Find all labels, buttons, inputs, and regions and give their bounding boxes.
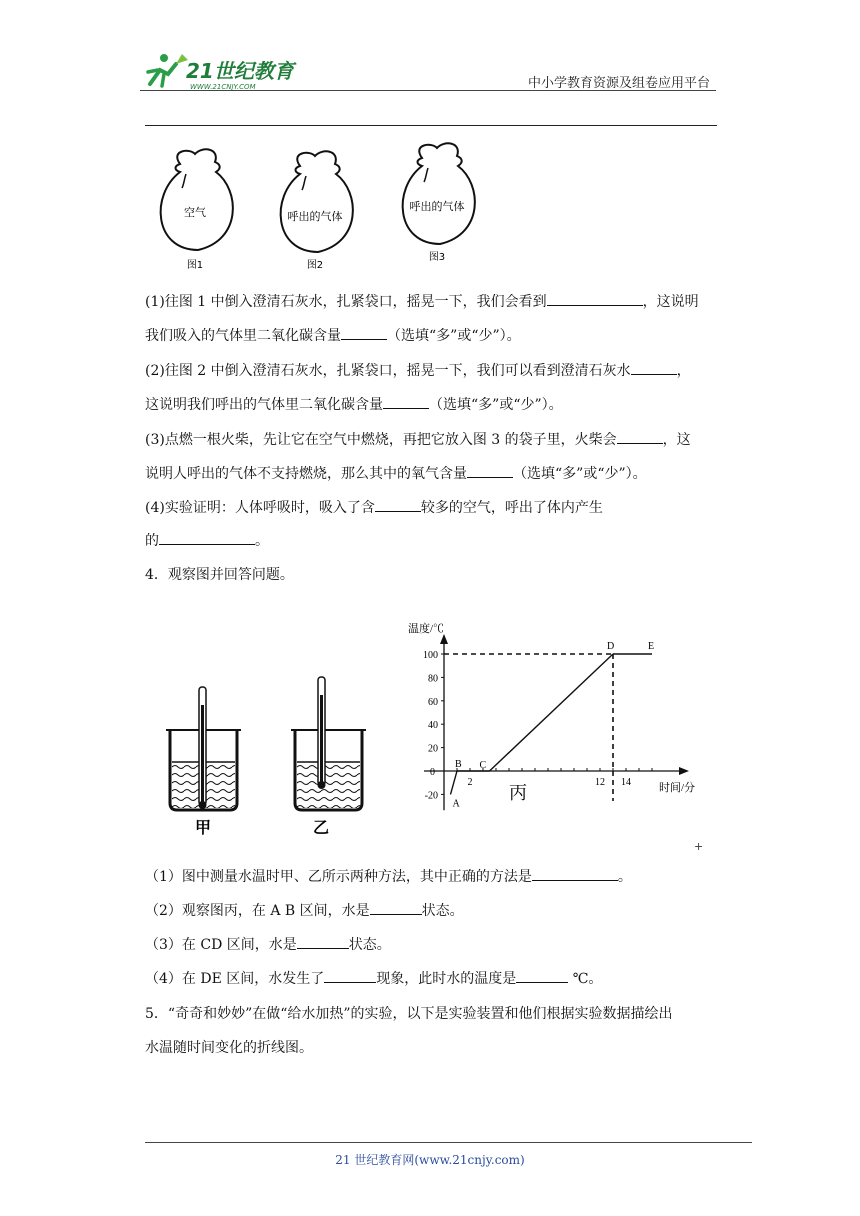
answer-blank[interactable] bbox=[547, 291, 643, 306]
header-divider bbox=[140, 90, 716, 91]
answer-blank[interactable] bbox=[532, 866, 618, 881]
y-tick-label: -20 bbox=[424, 790, 438, 802]
q4-sub1: （1）图中测量水温时甲、乙所示两种方法，其中正确的方法是 。 bbox=[145, 866, 632, 887]
answer-blank[interactable] bbox=[370, 900, 422, 915]
answer-blank[interactable] bbox=[375, 497, 421, 512]
y-axis-label: 温度/℃ bbox=[408, 622, 445, 635]
y-tick-label: 80 bbox=[428, 673, 438, 685]
q3-part1-line2: 我们吸入的气体里二氧化碳含量 （选填“多”或“少”）。 bbox=[145, 325, 521, 346]
thermometer-beakers bbox=[160, 675, 370, 840]
answer-blank[interactable] bbox=[467, 463, 513, 478]
q3-part4-line2: 的 。 bbox=[145, 530, 269, 551]
bag-figures bbox=[150, 140, 510, 275]
beaker-jia-label: 甲 bbox=[194, 818, 212, 837]
answer-blank[interactable] bbox=[341, 325, 387, 340]
y-axis-arrow bbox=[440, 634, 448, 644]
answer-blank[interactable] bbox=[617, 429, 663, 444]
q3-part2-line1: (2)往图 2 中倒入澄清石灰水，扎紧袋口，摇晃一下，我们可以看到澄清石灰水 ， bbox=[145, 360, 691, 381]
beaker-yi bbox=[291, 677, 366, 837]
y-tick-label: 100 bbox=[423, 650, 438, 661]
bag-3 bbox=[403, 143, 475, 263]
bag-3-label: 呼出的气体 bbox=[409, 200, 465, 213]
q3-part4-line1: (4)实验证明：人体呼吸时，吸入了含 较多的空气，呼出了体内产生 bbox=[145, 497, 603, 518]
answer-blank[interactable] bbox=[159, 530, 255, 545]
q5-line2: 水温随时间变化的折线图。 bbox=[145, 1040, 313, 1056]
site-logo bbox=[140, 48, 310, 92]
chart-caption: 丙 bbox=[509, 783, 527, 804]
point-label-A: A bbox=[452, 798, 460, 810]
bag-2 bbox=[281, 151, 353, 271]
bag-3-caption: 图3 bbox=[428, 252, 446, 263]
q3-part3-line2: 说明人呼出的气体不支持燃烧，那么其中的氧气含量 （选填“多”或“少”）。 bbox=[145, 463, 647, 484]
q4-title: 4．观察图并回答问题。 bbox=[145, 567, 294, 583]
point-label-E: E bbox=[648, 641, 655, 652]
y-tick-label: 60 bbox=[428, 696, 438, 708]
answer-blank[interactable] bbox=[297, 934, 349, 949]
plus-mark: + bbox=[694, 840, 704, 853]
q4-sub2: （2）观察图丙，在 A B 区间，水是 状态。 bbox=[145, 900, 464, 921]
point-label-B: B bbox=[455, 759, 462, 770]
series-segment bbox=[451, 771, 458, 794]
bag-1-label: 空气 bbox=[184, 206, 206, 219]
section-divider bbox=[145, 125, 717, 126]
bag-2-caption: 图2 bbox=[306, 260, 324, 271]
beaker-jia bbox=[166, 687, 241, 837]
y-tick-label: 40 bbox=[428, 720, 438, 732]
logo-url: WWW.21CNJY.COM bbox=[190, 83, 256, 91]
q5-line1: 5．“奇奇和妙妙”在做“给水加热”的实验，以下是实验装置和他们根据实验数据描绘出 bbox=[145, 1006, 673, 1022]
origin-label: 0 bbox=[430, 767, 435, 778]
runner-icon bbox=[148, 54, 188, 86]
beaker-yi-label: 乙 bbox=[312, 818, 330, 837]
y-tick-label: 20 bbox=[428, 743, 438, 755]
q4-sub4: （4）在 DE 区间，水发生了 现象，此时水的温度是 ℃。 bbox=[145, 968, 602, 989]
point-label-D: D bbox=[607, 641, 615, 652]
answer-blank[interactable] bbox=[631, 360, 677, 375]
q4-sub3: （3）在 CD 区间，水是 状态。 bbox=[145, 934, 391, 955]
x-tick-label: 12 bbox=[595, 777, 605, 788]
q3-part1-line1: (1)往图 1 中倒入澄清石灰水，扎紧袋口，摇晃一下，我们会看到 ，这说明 bbox=[145, 291, 699, 312]
x-axis-label: 时间/分 bbox=[659, 782, 696, 794]
bag-2-label: 呼出的气体 bbox=[287, 210, 343, 223]
point-label-C: C bbox=[479, 760, 487, 771]
x-tick-label: 14 bbox=[621, 777, 631, 788]
answer-blank[interactable] bbox=[516, 968, 568, 983]
logo-text: 21世纪教育 bbox=[186, 59, 294, 83]
platform-slogan: 中小学教育资源及组卷应用平台 bbox=[527, 76, 710, 91]
bag-1-caption: 图1 bbox=[186, 260, 204, 271]
answer-blank[interactable] bbox=[383, 394, 429, 409]
footer-divider bbox=[145, 1142, 752, 1143]
series-segment bbox=[490, 654, 614, 771]
q3-part2-line2: 这说明我们呼出的气体里二氧化碳含量 （选填“多”或“少”）。 bbox=[145, 394, 563, 415]
bag-1 bbox=[161, 149, 233, 271]
footer-link[interactable]: 21 世纪教育网(www.21cnjy.com) bbox=[335, 1153, 525, 1167]
temperature-time-chart bbox=[398, 608, 708, 848]
q3-part3-line1: (3)点燃一根火柴，先让它在空气中燃烧，再把它放入图 3 的袋子里，火柴会 ，这 bbox=[145, 429, 691, 450]
x-axis-arrow bbox=[679, 767, 689, 775]
x-tick-label: 2 bbox=[467, 777, 473, 788]
answer-blank[interactable] bbox=[324, 968, 376, 983]
